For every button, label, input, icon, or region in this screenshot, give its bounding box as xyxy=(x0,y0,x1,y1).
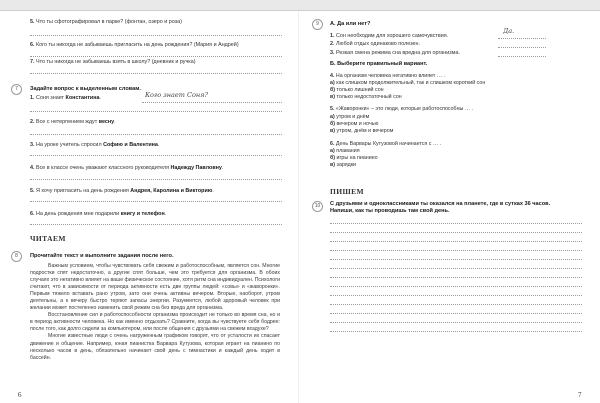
handwritten-answer: Кого знает Соня? xyxy=(145,91,208,99)
writing-line[interactable] xyxy=(330,250,582,251)
question-item: 2. Все с нетерпением ждут весну. xyxy=(30,119,116,125)
statement-item: 2. Любой отдых одинаково полезен. xyxy=(330,41,420,47)
question-item: 4. Все в классе очень уважают классного руководителя Надежду Павловну. xyxy=(30,165,224,171)
answer-line[interactable] xyxy=(498,47,546,48)
question-item: 6. Кого ты никогда не забываешь пригласить на день рождения? (Мария и Андрей) xyxy=(30,42,239,48)
viewer-top-band xyxy=(0,0,600,11)
writing-line[interactable] xyxy=(330,322,582,323)
question-item: 3. На уроке учитель спросил Софию и Валентина. xyxy=(30,142,160,148)
reading-paragraph: Многие известные люди с очень нагруженным графиком говорят, что от усталости их спасает движение и общение. Например, юная пианистка Варвара Кутузова, которая играет на пианино по несколько часов в день, обязательно начинает свой день с гимнастики и каждый день ходит в бассейн. xyxy=(30,333,280,361)
right-page xyxy=(300,11,600,403)
question-item: 5. Что ты сфотографировал в парке? (фонтан, озеро и роза) xyxy=(30,19,182,25)
handwritten-answer: Да. xyxy=(503,27,515,35)
writing-line[interactable] xyxy=(330,268,582,269)
task-number-badge: 10 xyxy=(312,201,323,212)
answer-line[interactable] xyxy=(498,38,546,39)
answer-line[interactable] xyxy=(30,201,282,202)
writing-line[interactable] xyxy=(330,331,582,332)
answer-line[interactable] xyxy=(30,134,282,135)
answer-line[interactable] xyxy=(30,35,282,36)
writing-line[interactable] xyxy=(330,232,582,233)
choice-option[interactable]: а) плавания xyxy=(330,148,360,154)
choice-option[interactable]: б) вечером и ночью xyxy=(330,121,379,127)
writing-line[interactable] xyxy=(330,241,582,242)
choice-option[interactable]: а) утром и днём xyxy=(330,114,370,120)
section-heading-reading: ЧИТАЕМ xyxy=(30,234,66,243)
answer-line[interactable] xyxy=(30,224,282,225)
question-item: 1. Соня знает Константина. xyxy=(30,95,101,101)
task-part-title: Б. Выберите правильный вариант. xyxy=(330,61,428,67)
writing-line[interactable] xyxy=(330,277,582,278)
question-item: 7. Что ты никогда не забываешь взять в школу? (дневник и ручка) xyxy=(30,59,196,65)
reading-paragraph: Восстановление сил и работоспособности организма происходит не только во время сна, но и в период активности человека. Но как именно отдыхать? Сравните, когда вы чувствуете себя бодрее: после того, как долго сидели за компьютером, или после общения с друзьями на свежем воздухе? xyxy=(30,312,280,333)
page-number: 6 xyxy=(18,391,22,399)
reading-paragraph: Важным условием, чтобы чувствовать себя свежим и работоспособным, является сон. Многие подростки спят недостаточно, а другие спят больше, чем это требуется для организма. В обоих случаях это негативно влияет на ваше физическое состояние, хотя ритм сна индивидуален. Психологи считают, что в зависимости от периода активности есть две группы людей: «совы» и «жаворонки». Первым тяжело вставать рано утром, зато они очень активны вечером. Вторые, наоборот, утром деятельны, а к вечеру быстро теряют запасы энергии. Разумеется, любой здоровый человек при желании может постепенно изменить свой режим сна без вреда для организма. xyxy=(30,263,280,312)
task-title: С друзьями и одноклассниками ты оказался на планете, где в сутках 36 часов. xyxy=(330,201,551,207)
writing-line[interactable] xyxy=(330,304,582,305)
statement-item: 1. Сон необходим для хорошего самочувствия. xyxy=(330,33,449,39)
answer-line[interactable] xyxy=(30,179,282,180)
choice-question: 6. День Варвары Кутузовой начинается с … . xyxy=(330,141,442,147)
writing-line[interactable] xyxy=(330,259,582,260)
writing-line[interactable] xyxy=(330,223,582,224)
task-number-badge: 8 xyxy=(11,251,22,262)
choice-option[interactable]: б) только лишний сон xyxy=(330,87,384,93)
page-number: 7 xyxy=(578,391,582,399)
statement-item: 3. Резкая смена режима сна вредна для организма. xyxy=(330,50,460,56)
page-spine xyxy=(298,11,299,403)
choice-option[interactable]: в) только недостаточный сон xyxy=(330,94,402,100)
answer-line[interactable] xyxy=(30,111,282,112)
choice-option[interactable]: в) утром, днём и вечером xyxy=(330,128,394,134)
answer-line[interactable] xyxy=(30,155,282,156)
task-title: Задайте вопрос к выделенным словам. xyxy=(30,86,141,92)
choice-option[interactable]: в) зарядки xyxy=(330,162,357,168)
task-number-badge: 7 xyxy=(11,84,22,95)
choice-question: 5. «Жаворонки» – это люди, которые работоспособны … . xyxy=(330,106,474,112)
choice-question: 4. На организм человека негативно влияет … . xyxy=(330,73,445,79)
answer-line[interactable] xyxy=(30,56,282,57)
left-page xyxy=(0,11,298,403)
section-heading-writing: ПИШЕМ xyxy=(330,187,364,196)
choice-option[interactable]: б) игры на пианино xyxy=(330,155,378,161)
writing-line[interactable] xyxy=(330,313,582,314)
question-item: 5. Я хочу пригласить на день рождения Андрея, Каролина и Викторию. xyxy=(30,188,214,194)
answer-line[interactable] xyxy=(142,102,282,103)
writing-line[interactable] xyxy=(330,286,582,287)
choice-option[interactable]: а) как слишком продолжительный, так и слишком короткий сон xyxy=(330,80,486,86)
answer-line[interactable] xyxy=(498,56,546,57)
answer-line[interactable] xyxy=(30,73,282,74)
reading-text xyxy=(30,263,280,362)
task-part-title: А. Да или нет? xyxy=(330,21,371,27)
question-item: 6. На день рождения мне подарили книгу и телефон. xyxy=(30,211,167,217)
task-title: Прочитайте текст и выполните задания после него. xyxy=(30,253,174,259)
task-title: Напиши, как ты проводишь там свой день. xyxy=(330,208,450,214)
task-number-badge: 9 xyxy=(312,19,323,30)
writing-line[interactable] xyxy=(330,295,582,296)
